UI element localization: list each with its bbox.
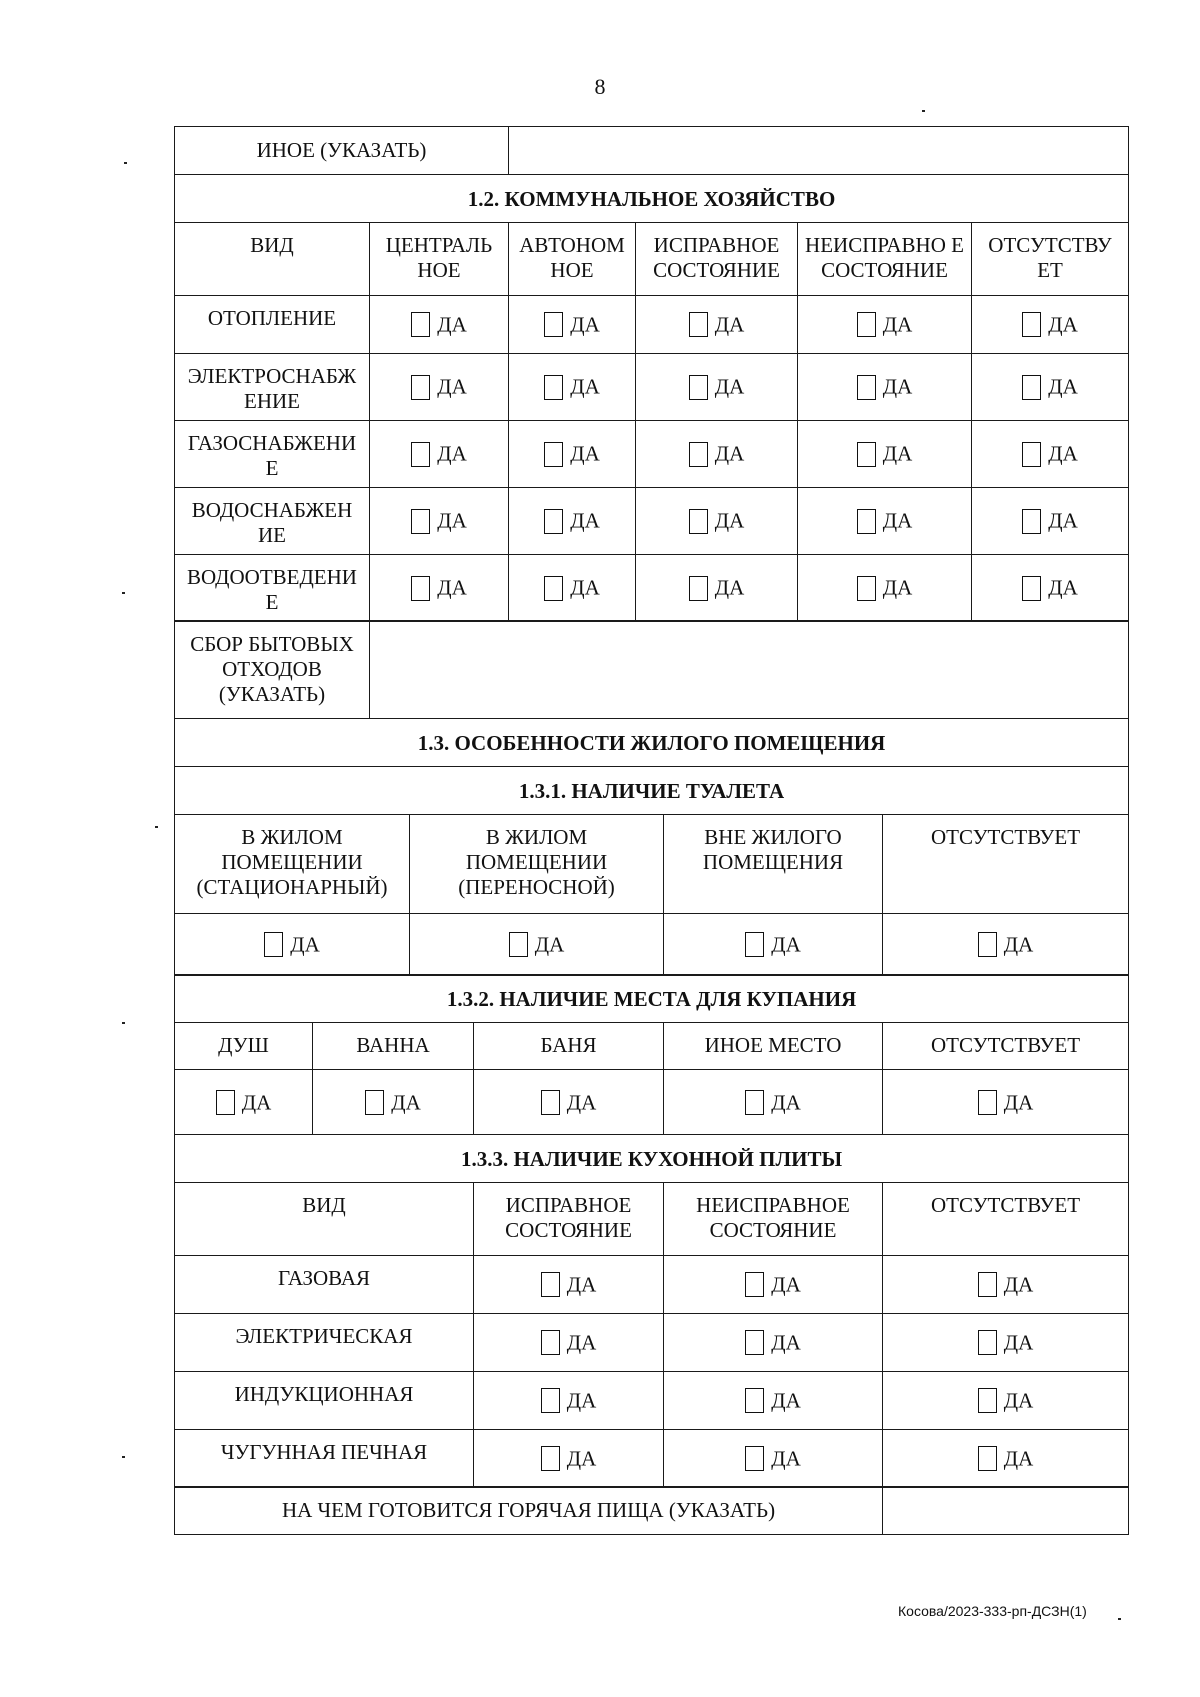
stove-header-kind: ВИД <box>175 1182 474 1255</box>
checkbox[interactable] <box>544 576 563 601</box>
utilities-header-kind: ВИД <box>175 222 370 295</box>
checkbox[interactable] <box>978 1446 997 1471</box>
checkbox[interactable] <box>541 1090 560 1115</box>
checkbox[interactable] <box>857 576 876 601</box>
checkbox[interactable] <box>544 442 563 467</box>
stove-option-cell <box>474 1255 664 1313</box>
utility-option-cell <box>370 554 509 621</box>
yes-label: ДА <box>241 1090 272 1115</box>
hot-food-table <box>174 1486 1129 1535</box>
checkbox[interactable] <box>978 1388 997 1413</box>
utilities-header-autonomous: АВТОНОМ НОЕ <box>509 222 636 295</box>
scan-speck <box>122 1022 125 1024</box>
yes-label: ДА <box>1003 1272 1034 1297</box>
yes-label: ДА <box>437 441 467 466</box>
scan-speck <box>155 826 158 828</box>
checkbox[interactable] <box>411 509 430 534</box>
yes-label: ДА <box>771 1446 801 1471</box>
yes-label: ДА <box>1048 508 1078 533</box>
yes-label: ДА <box>437 312 467 337</box>
checkbox[interactable] <box>1022 375 1041 400</box>
yes-label: ДА <box>1003 1446 1034 1471</box>
utilities-section-title: 1.2. КОММУНАЛЬНОЕ ХОЗЯЙСТВО <box>175 174 1129 222</box>
page-number: 8 <box>594 74 606 99</box>
yes-label: ДА <box>1003 1090 1034 1115</box>
checkbox[interactable] <box>411 442 430 467</box>
stove-option-cell <box>474 1371 664 1429</box>
utility-option-cell <box>798 554 972 621</box>
checkbox[interactable] <box>411 312 430 337</box>
bathing-option-cell <box>664 1070 883 1135</box>
utility-option-cell <box>509 420 636 487</box>
utility-option-cell <box>370 420 509 487</box>
bathing-header-bath: ВАННА <box>313 1023 474 1070</box>
scan-speck <box>922 110 925 112</box>
stove-row <box>175 1313 1129 1371</box>
utility-option-cell <box>509 353 636 420</box>
utilities-header-central: ЦЕНТРАЛЬ НОЕ <box>370 222 509 295</box>
utility-row <box>175 487 1129 554</box>
checkbox[interactable] <box>1022 442 1041 467</box>
features-section-title: 1.3. ОСОБЕННОСТИ ЖИЛОГО ПОМЕЩЕНИЯ <box>175 718 1129 766</box>
yes-label: ДА <box>882 575 913 600</box>
utility-row-label: ОТОПЛЕНИЕ <box>175 295 370 353</box>
yes-label: ДА <box>437 508 467 533</box>
stove-option-cell <box>664 1429 883 1487</box>
scan-speck <box>122 592 125 594</box>
bathing-header-other: ИНОЕ МЕСТО <box>664 1023 883 1070</box>
waste-field[interactable] <box>370 621 1129 719</box>
utility-option-cell <box>636 353 798 420</box>
yes-label: ДА <box>882 508 913 533</box>
yes-label: ДА <box>714 441 745 466</box>
bathing-table <box>174 974 1129 1135</box>
toilet-option-cell <box>664 913 883 975</box>
yes-label: ДА <box>1048 441 1078 466</box>
checkbox[interactable] <box>978 1272 997 1297</box>
yes-label: ДА <box>290 932 320 957</box>
utility-option-cell <box>636 420 798 487</box>
checkbox[interactable] <box>1022 312 1041 337</box>
yes-label: ДА <box>566 1388 597 1413</box>
other-label: ИНОЕ (УКАЗАТЬ) <box>175 127 509 175</box>
other-field[interactable] <box>509 127 1129 175</box>
utility-option-cell <box>636 554 798 621</box>
bathing-option-cell <box>883 1070 1129 1135</box>
utility-option-cell <box>798 353 972 420</box>
checkbox[interactable] <box>857 312 876 337</box>
yes-label: ДА <box>1003 1388 1034 1413</box>
checkbox[interactable] <box>745 1272 764 1297</box>
yes-label: ДА <box>771 1272 801 1297</box>
checkbox[interactable] <box>365 1090 384 1115</box>
utility-option-cell <box>509 295 636 353</box>
hot-food-label: НА ЧЕМ ГОТОВИТСЯ ГОРЯЧАЯ ПИЩА (УКАЗАТЬ) <box>175 1487 883 1535</box>
yes-label: ДА <box>771 1388 801 1413</box>
bathing-section-title: 1.3.2. НАЛИЧИЕ МЕСТА ДЛЯ КУПАНИЯ <box>175 975 1129 1023</box>
checkbox[interactable] <box>745 1330 764 1355</box>
toilet-header-portable: В ЖИЛОМ ПОМЕЩЕНИИ (ПЕРЕНОСНОЙ) <box>410 814 664 913</box>
footer-doc-id: Косова/2023-333-рп-ДСЗН(1) <box>898 1603 1087 1619</box>
utility-option-cell <box>798 487 972 554</box>
utility-row-label: ЭЛЕКТРОСНАБЖ ЕНИЕ <box>175 353 370 420</box>
survey-form <box>174 126 1128 1535</box>
stove-header-absent: ОТСУТСТВУЕТ <box>883 1182 1129 1255</box>
hot-food-field[interactable] <box>883 1487 1129 1535</box>
stove-row-label: ИНДУКЦИОННАЯ <box>175 1371 474 1429</box>
toilet-header-stationary: В ЖИЛОМ ПОМЕЩЕНИИ (СТАЦИОНАРНЫЙ) <box>175 814 410 913</box>
yes-label: ДА <box>570 575 600 600</box>
waste-label: СБОР БЫТОВЫХ ОТХОДОВ (УКАЗАТЬ) <box>175 621 370 719</box>
stove-option-cell <box>474 1313 664 1371</box>
yes-label: ДА <box>437 374 467 399</box>
stove-row <box>175 1371 1129 1429</box>
checkbox[interactable] <box>857 509 876 534</box>
stove-option-cell <box>883 1429 1129 1487</box>
utilities-header-broken: НЕИСПРАВНО Е СОСТОЯНИЕ <box>798 222 972 295</box>
utility-row-label: ВОДОСНАБЖЕН ИЕ <box>175 487 370 554</box>
stove-row <box>175 1255 1129 1313</box>
checkbox[interactable] <box>544 312 563 337</box>
utility-option-cell <box>370 295 509 353</box>
waste-table <box>174 620 1129 719</box>
utility-option-cell <box>636 295 798 353</box>
yes-label: ДА <box>534 932 565 957</box>
yes-label: ДА <box>1003 1330 1034 1355</box>
yes-label: ДА <box>437 575 467 600</box>
yes-label: ДА <box>771 1090 801 1115</box>
yes-label: ДА <box>570 508 600 533</box>
stove-option-cell <box>664 1255 883 1313</box>
checkbox[interactable] <box>264 932 283 957</box>
checkbox[interactable] <box>745 1388 764 1413</box>
checkbox[interactable] <box>216 1090 235 1115</box>
yes-label: ДА <box>714 312 745 337</box>
toilet-section-title: 1.3.1. НАЛИЧИЕ ТУАЛЕТА <box>175 766 1129 814</box>
checkbox[interactable] <box>857 442 876 467</box>
yes-label: ДА <box>1048 374 1078 399</box>
bathing-header-banya: БАНЯ <box>474 1023 664 1070</box>
stove-option-cell <box>883 1371 1129 1429</box>
scan-speck <box>124 162 127 164</box>
bathing-header-absent: ОТСУТСТВУЕТ <box>883 1023 1129 1070</box>
yes-label: ДА <box>1048 575 1078 600</box>
utility-option-cell <box>972 420 1129 487</box>
other-table <box>174 126 1129 175</box>
scan-speck <box>122 1456 125 1458</box>
stove-header-broken: НЕИСПРАВНОЕ СОСТОЯНИЕ <box>664 1182 883 1255</box>
yes-label: ДА <box>566 1272 597 1297</box>
checkbox[interactable] <box>541 1330 560 1355</box>
stove-option-cell <box>883 1313 1129 1371</box>
toilet-option-cell <box>410 913 664 975</box>
stove-option-cell <box>883 1255 1129 1313</box>
utility-option-cell <box>972 353 1129 420</box>
checkbox[interactable] <box>541 1388 560 1413</box>
checkbox[interactable] <box>745 1090 764 1115</box>
utility-option-cell <box>370 487 509 554</box>
utility-option-cell <box>972 295 1129 353</box>
checkbox[interactable] <box>689 509 708 534</box>
stove-section-title: 1.3.3. НАЛИЧИЕ КУХОННОЙ ПЛИТЫ <box>175 1134 1129 1182</box>
yes-label: ДА <box>566 1330 597 1355</box>
yes-label: ДА <box>882 312 913 337</box>
checkbox[interactable] <box>689 576 708 601</box>
toilet-option-cell <box>175 913 410 975</box>
checkbox[interactable] <box>745 932 764 957</box>
checkbox[interactable] <box>544 375 563 400</box>
yes-label: ДА <box>566 1090 597 1115</box>
yes-label: ДА <box>1048 312 1078 337</box>
yes-label: ДА <box>566 1446 597 1471</box>
yes-label: ДА <box>391 1090 421 1115</box>
utilities-header-working: ИСПРАВНОЕ СОСТОЯНИЕ <box>636 222 798 295</box>
yes-label: ДА <box>714 508 745 533</box>
checkbox[interactable] <box>411 375 430 400</box>
utilities-table <box>174 174 1129 622</box>
stove-row <box>175 1429 1129 1487</box>
utility-option-cell <box>972 487 1129 554</box>
utility-option-cell <box>509 554 636 621</box>
utility-row <box>175 353 1129 420</box>
checkbox[interactable] <box>689 375 708 400</box>
checkbox[interactable] <box>978 1090 997 1115</box>
stove-row-label: ЧУГУННАЯ ПЕЧНАЯ <box>175 1429 474 1487</box>
yes-label: ДА <box>771 932 801 957</box>
stove-row-label: ЭЛЕКТРИЧЕСКАЯ <box>175 1313 474 1371</box>
utility-row-label: ВОДООТВЕДЕНИ Е <box>175 554 370 621</box>
checkbox[interactable] <box>1022 576 1041 601</box>
bathing-option-cell <box>313 1070 474 1135</box>
utility-option-cell <box>370 353 509 420</box>
yes-label: ДА <box>882 441 913 466</box>
utility-row <box>175 554 1129 621</box>
checkbox[interactable] <box>541 1446 560 1471</box>
checkbox[interactable] <box>857 375 876 400</box>
toilet-option-cell <box>883 913 1129 975</box>
checkbox[interactable] <box>978 932 997 957</box>
stove-option-cell <box>474 1429 664 1487</box>
yes-label: ДА <box>714 575 745 600</box>
checkbox[interactable] <box>978 1330 997 1355</box>
checkbox[interactable] <box>544 509 563 534</box>
bathing-option-cell <box>175 1070 313 1135</box>
stove-row-label: ГАЗОВАЯ <box>175 1255 474 1313</box>
toilet-table <box>174 718 1129 976</box>
checkbox[interactable] <box>411 576 430 601</box>
utility-option-cell <box>636 487 798 554</box>
utilities-header-absent: ОТСУТСТВУ ЕТ <box>972 222 1129 295</box>
utility-row <box>175 295 1129 353</box>
stove-table <box>174 1134 1129 1488</box>
yes-label: ДА <box>771 1330 801 1355</box>
yes-label: ДА <box>714 374 745 399</box>
yes-label: ДА <box>882 374 913 399</box>
bathing-header-shower: ДУШ <box>175 1023 313 1070</box>
yes-label: ДА <box>570 374 600 399</box>
scan-speck <box>1118 1618 1121 1620</box>
checkbox[interactable] <box>689 442 708 467</box>
utility-option-cell <box>509 487 636 554</box>
checkbox[interactable] <box>745 1446 764 1471</box>
checkbox[interactable] <box>1022 509 1041 534</box>
checkbox[interactable] <box>541 1272 560 1297</box>
utility-row-label: ГАЗОСНАБЖЕНИ Е <box>175 420 370 487</box>
toilet-header-outside: ВНЕ ЖИЛОГО ПОМЕЩЕНИЯ <box>664 814 883 913</box>
utility-row <box>175 420 1129 487</box>
checkbox[interactable] <box>509 932 528 957</box>
stove-header-working: ИСПРАВНОЕ СОСТОЯНИЕ <box>474 1182 664 1255</box>
yes-label: ДА <box>570 441 600 466</box>
toilet-header-absent: ОТСУТСТВУЕТ <box>883 814 1129 913</box>
utility-option-cell <box>798 420 972 487</box>
stove-option-cell <box>664 1371 883 1429</box>
stove-option-cell <box>664 1313 883 1371</box>
utility-option-cell <box>798 295 972 353</box>
utility-option-cell <box>972 554 1129 621</box>
yes-label: ДА <box>1003 932 1034 957</box>
checkbox[interactable] <box>689 312 708 337</box>
bathing-option-cell <box>474 1070 664 1135</box>
yes-label: ДА <box>570 312 600 337</box>
